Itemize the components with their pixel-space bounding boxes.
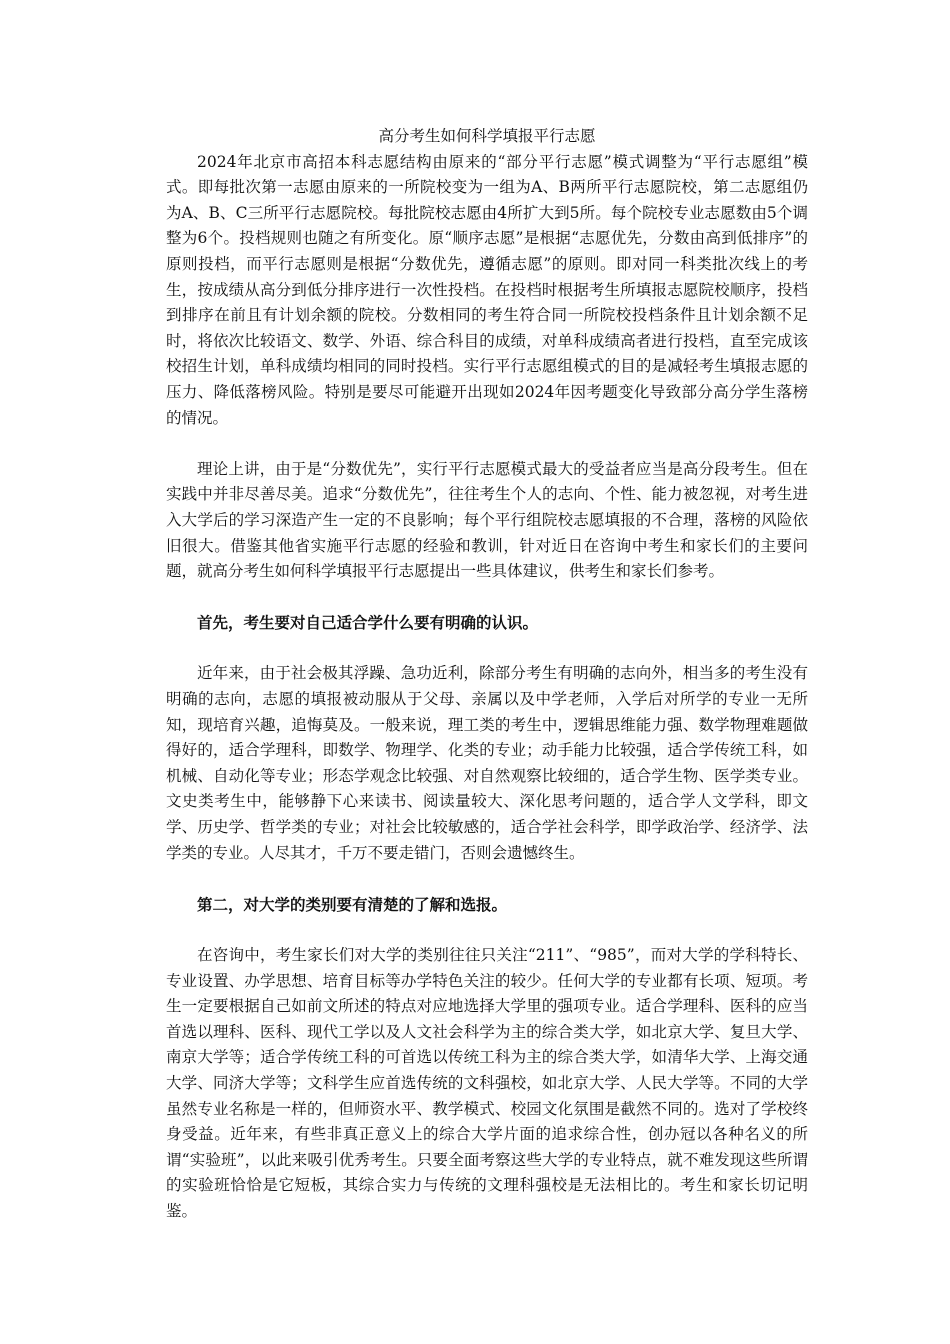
paragraph-gap [166, 866, 808, 892]
paragraph-gap [166, 917, 808, 943]
paragraph-aptitude: 近年来，由于社会极其浮躁、急功近利，除部分考生有明确的志向外，相当多的考生没有明确的志向，志愿的填报被动服从于父母、亲属以及中学老师，入学后对所学的专业一无所知，现培育兴趣，追悔莫及。一般来说，理工类的考生中，逻辑思维能力强、数学物理难题做得好的，适合学理科，即数学、物理学、化类的专业；动手能力比较强，适合学传统工科，如机械、自动化等专业；形态学观念比较强、对自然观察比较细的，适合学生物、医学类专业。文史类考生中，能够静下心来读书、阅读量较大、深化思考问题的，适合学人文学科，即文学、历史学、哲学类的专业；对社会比较敏感的，适合学社会科学，即学政治学、经济学、法学类的专业。人尽其才，千万不要走错门，否则会遗憾终生。 [166, 664, 808, 862]
paragraph-gap [166, 431, 808, 457]
paragraph-gap [166, 585, 808, 611]
document-page [166, 124, 808, 1225]
paragraph-gap [166, 636, 808, 662]
paragraph-theory: 理论上讲，由于是“分数优先”，实行平行志愿模式最大的受益者应当是高分段考生。但在实践中并非尽善尽美。追求“分数优先”，往往考生个人的志向、个性、能力被忽视，对考生进入大学后的学习深造产生一定的不良影响；每个平行组院校志愿填报的不合理，落榜的风险依旧很大。借鉴其他省实施平行志愿的经验和教训，针对近日在咨询中考生和家长们的主要问题，就高分考生如何科学填报平行志愿提出一些具体建议，供考生和家长们参考。 [166, 459, 808, 581]
paragraph-university-types: 在咨询中，考生家长们对大学的类别往往只关注“211”、“985”，而对大学的学科特长、专业设置、办学思想、培育目标等办学特色关注的较少。任何大学的专业都有长项、短项。考生一定要根据自己如前文所述的特点对应地选择大学里的强项专业。适合学理科、医科的应当首选以理科、医科、现代工学以及人文社会科学为主的综合类大学，如北京大学、复旦大学、南京大学等；适合学传统工科的可首选以传统工科为主的综合类大学，如清华大学、上海交通大学、同济大学等；文科学生应首选传统的文科强校，如北京大学、人民大学等。不同的大学虽然专业名称是一样的，但师资水平、教学模式、校园文化氛围是截然不同的。选对了学校终身受益。近年来，有些非真正意义上的综合大学片面的追求综合性，创办冠以各种名义的所谓“实验班”，以此来吸引优秀考生。只要全面考察这些大学的专业特点，就不难发现这些所谓的实验班恰恰是它短板，其综合实力与传统的文理科强校是无法相比的。考生和家长切记明鉴。 [166, 946, 808, 1220]
section-heading-second: 第二，对大学的类别要有清楚的了解和选报。 [197, 894, 508, 914]
document-title: 高分考生如何科学填报平行志愿 [378, 127, 596, 145]
paragraph-intro: 2024年北京市高招本科志愿结构由原来的“部分平行志愿”模式调整为“平行志愿组”模式。即每批次第一志愿由原来的一所院校变为一组为A、B两所平行志愿院校，第二志愿组仍为A、B、C三所平行志愿院校。每批院校志愿由4所扩大到5所。每个院校专业志愿数由5个调整为6个。投档规则也随之有所变化。原“顺序志愿”是根据“志愿优先，分数由高到低排序”的原则投档，而平行志愿则是根据“分数优先，遵循志愿”的原则。即对同一科类批次线上的考生，按成绩从高分到低分排序进行一次性投档。在投档时根据考生所填报志愿院校顺序，投档到排序在前且有计划余额的院校。分数相同的考生符合同一所院校投档条件且计划余额不足时，将依次比较语文、数学、外语、综合科目的成绩，对单科成绩高者进行投档，直至完成该校招生计划，单科成绩均相同的同时投档。实行平行志愿组模式的目的是减轻考生填报志愿的压力、降低落榜风险。特别是要尽可能避开出现如2024年因考题变化导致部分高分学生落榜的情况。 [166, 152, 808, 427]
section-heading-first: 首先，考生要对自己适合学什么要有明确的认识。 [197, 613, 539, 633]
